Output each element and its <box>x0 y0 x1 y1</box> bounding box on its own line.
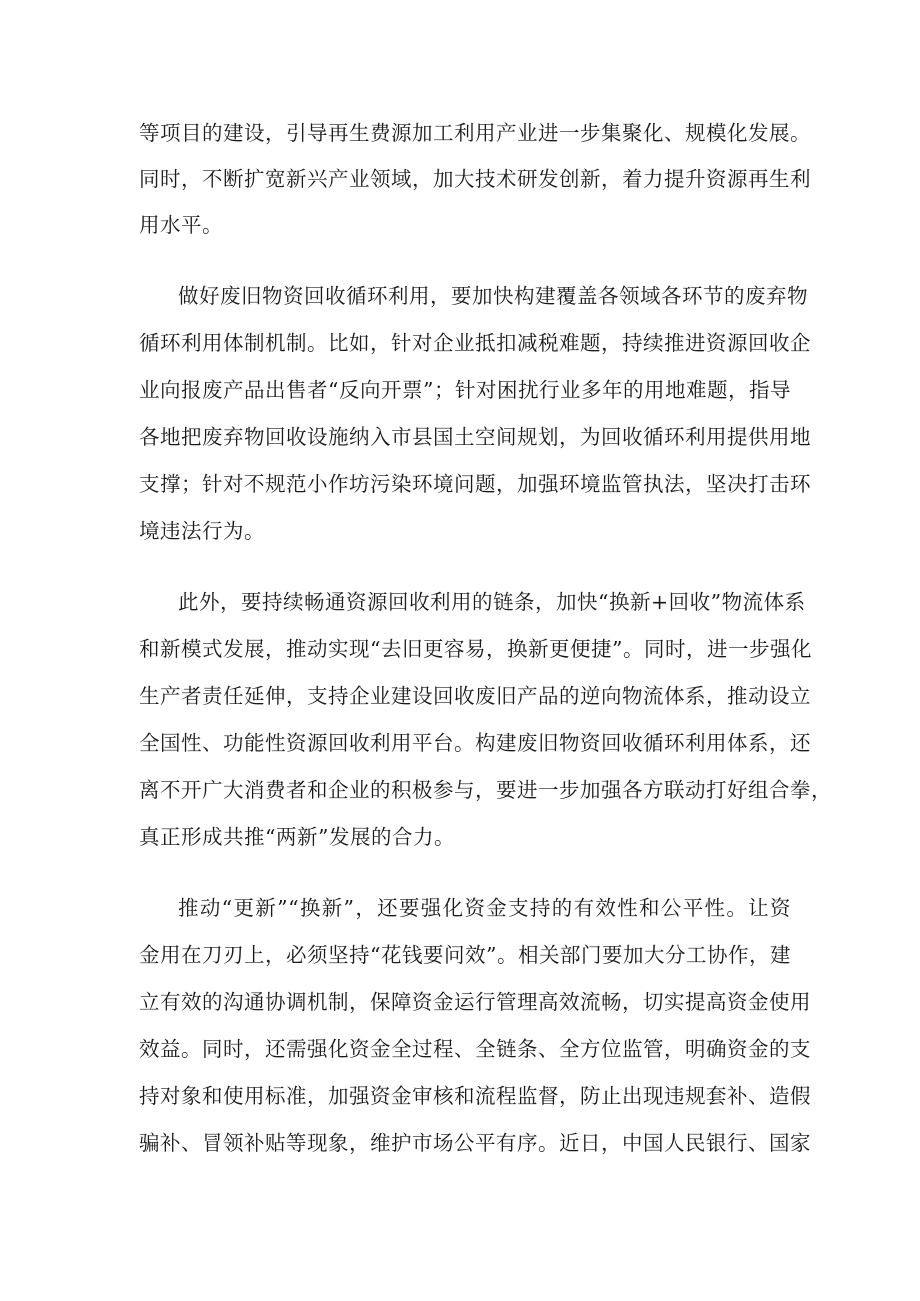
paragraph-4-line-5: 持对象和使用标准，加强资金审核和流程监督，防止出现违规套补、造假 <box>139 1084 811 1108</box>
paragraph-3-line-3: 生产者责任延伸，支持企业建设回收废旧产品的逆向物流体系，推动设立 <box>139 684 811 708</box>
paragraph-2-line-2: 循环利用体制机制。比如，针对企业抵扣减税难题，持续推进资源回收企 <box>139 331 811 355</box>
paragraph-4-line-2: 金用在刀刃上，必须坚持“花钱要问效”。相关部门要加大分工协作，建 <box>139 943 791 967</box>
paragraph-1-line-2: 同时，不断扩宽新兴产业领域，加大技术研发创新，着力提升资源再生利 <box>139 167 811 191</box>
paragraph-4-line-4: 效益。同时，还需强化资金全过程、全链条、全方位监管，明确资金的支 <box>139 1037 811 1061</box>
paragraph-4-line-6: 骗补、冒领补贴等现象，维护市场公平有序。近日，中国人民银行、国家 <box>139 1131 811 1155</box>
paragraph-4-line-3: 立有效的沟通协调机制，保障资金运行管理高效流畅，切实提高资金使用 <box>139 990 811 1014</box>
paragraph-3-line-4: 全国性、功能性资源回收利用平台。构建废旧物资回收循环利用体系，还 <box>139 731 811 755</box>
paragraph-3-line-6: 真正形成共推“两新”发展的合力。 <box>139 825 455 849</box>
paragraph-1-line-1: 等项目的建设，引导再生费源加工利用产业进一步集聚化、规模化发展。 <box>139 121 811 145</box>
paragraph-2-line-4: 各地把废弃物回收设施纳入市县国土空间规划，为回收循环利用提供用地 <box>139 425 811 449</box>
paragraph-3-line-2: 和新模式发展，推动实现“去旧更容易，换新更便捷”。同时，进一步强化 <box>139 637 812 661</box>
paragraph-2-line-5: 支撑；针对不规范小作坊污染环境问题，加强环境监管执法，坚决打击环 <box>139 472 811 496</box>
paragraph-3-line-5: 离不开广大消费者和企业的积极参与，要进一步加强各方联动打好组合拳， <box>139 778 832 802</box>
paragraph-3-line-1: 此外，要持续畅通资源回收利用的链条，加快“换新+回收”物流体系 <box>178 590 806 614</box>
paragraph-2-line-6: 境违法行为。 <box>139 519 265 543</box>
paragraph-1-line-3: 用水平。 <box>139 213 223 237</box>
paragraph-4-line-1: 推动“更新”“换新”，还要强化资金支持的有效性和公平性。让资 <box>178 896 791 920</box>
paragraph-2-line-3: 业向报废产品出售者“反向开票”；针对困扰行业多年的用地难题，指导 <box>139 378 791 402</box>
paragraph-2-line-1: 做好废旧物资回收循环利用，要加快构建覆盖各领域各环节的废弃物 <box>178 284 808 308</box>
